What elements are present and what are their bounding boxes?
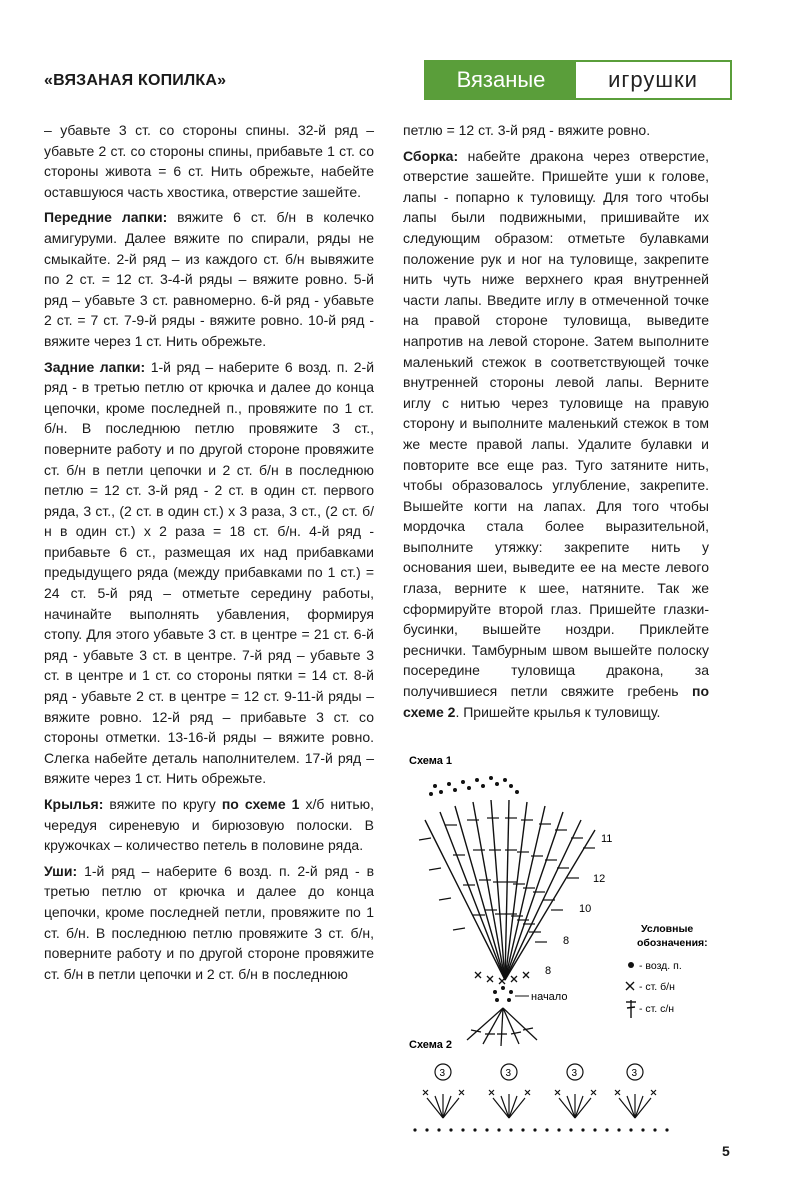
front-paws-label: Передние лапки: <box>44 209 168 226</box>
double-crochet-icon <box>626 1000 636 1018</box>
assembly-paragraph <box>403 146 709 723</box>
scheme1-lower-fan <box>467 1008 537 1046</box>
row-label-10: 10 <box>579 903 592 915</box>
front-paws-text: вяжите 6 ст. б/н в колечко амигуруми. Далее вяжите по спирали, ряды не смыкайте. 2-й ряд – из каждого ст. б/н вывяжите по 2 ст. = 12 ст. 3-4-й ряды – вяжите ровно. 5-й ряд – убавьте 3 ст. равномерно. 6-й ряд - убавьте 2 ст. = 7 ст. 7-9-й ряды - вяжите ровно. 10-й ряд - вяжите через 1 ст. Нить обрежьте. <box>44 209 374 349</box>
right-column <box>403 120 709 727</box>
scheme1-chain-dots <box>429 776 519 796</box>
motif-circle-number: 3 <box>571 1068 578 1079</box>
row-label-8b: 8 <box>545 965 552 977</box>
motif-circle-number: 3 <box>631 1068 638 1079</box>
section-banner-left: Вязаные <box>426 62 576 98</box>
single-crochet-icon <box>626 982 634 990</box>
page-number: 5 <box>722 1143 730 1159</box>
scheme1-title: Схема 1 <box>409 755 453 767</box>
scheme2-motif <box>423 1064 464 1118</box>
row-label-11: 11 <box>601 833 613 845</box>
back-paws-paragraph <box>44 357 374 789</box>
right-intro: петлю = 12 ст. 3-й ряд - вяжите ровно. <box>403 122 651 138</box>
chain-stitch-icon <box>628 962 634 968</box>
wings-text-a: вяжите по кругу <box>109 796 216 812</box>
legend-title-2: обозначения: <box>637 937 708 949</box>
scheme2-chart <box>413 1064 668 1132</box>
wings-paragraph <box>44 794 374 856</box>
ears-label: Уши: <box>44 862 78 879</box>
crochet-diagram <box>405 750 735 1140</box>
ears-paragraph <box>44 861 374 985</box>
scheme1-ring <box>493 986 513 1002</box>
section-banner-right: игрушки <box>608 67 698 92</box>
scheme1-chart <box>419 800 595 980</box>
assembly-text-a: набейте дракона через отверстие, отверстие зашейте. Пришейте уши к голове, лапы - попарно к туловищу. Для того чтобы лапы были подвижными, пришивайте их следующим образом: отметьте булавками положение рук и ног на туловище, закрепите нить чуть ниже верхнего края внутренней части лапы. Введите иглу в отмеченной точке на правой стороне туловища, выведите напротив на левой стороне. Затем выполните маленький стежок в соответствующей точке внутренней стороны левой лапы. Верните иглу с нитью через туловище на правую сторону и выполните маленький стежок в том же месте правой лапы. Удалите булавки и повторите все еще раз. Туго затяните нить, чтобы образовалось углубление, закрепите. Вышейте когти на лапах. Для того чтобы мордочка стала более выразительной, выполните утяжку: закрепите нить у основания шеи, выведите ее на месте левого глаза, верните к шее, натяните. Так же сформируйте второй глаз. Пришейте глазки-бусинки, вышейте ноздри. Приклейте реснички. Тамбурным швом вышейте полоску посередине туловища дракона, за получившиеся петли свяжите гребень <box>403 147 710 700</box>
start-label: начало <box>531 991 568 1003</box>
back-paws-label: Задние лапки: <box>44 358 146 375</box>
scheme2-motif <box>615 1064 656 1118</box>
row-label-12: 12 <box>593 873 606 885</box>
assembly-label: Сборка: <box>403 147 459 164</box>
legend-title-1: Условные <box>641 923 694 935</box>
back-paws-text: 1-й ряд – наберите 6 возд. п. 2-й ряд - в третью петлю от крючка и далее до конца цепочки, кроме последней п., провяжите по 1 ст. б/н. В последнюю петлю провяжите 3 ст., поверните работу и по другой стороне провяжите ст. б/н в петли цепочки и 2 ст. б/н в последнюю петлю = 12 ст. 3-й ряд - 2 ст. в один ст. первого ряда, 3 ст., (2 ст. в один ст.) х 3 раза, 3 ст., (2 ст. б/н в один ст.) х 2 раза = 18 ст. б/н. 4-й ряд - прибавьте 6 ст., размещая их над прибавками предыдущего ряда (между прибавками по 1 ст.) = 24 ст. 5-й ряд – отметьте середину работы, начинайте выполнять убавления, формируя стопу. Для этого убавьте 3 ст. в центре = 21 ст. 6-й ряд - убавьте 3 ст. в центре. 7-й ряд – убавьте 3 ст. в центре и 1 ст. со стороны пятки = 14 ст. 8-й ряд - убавьте 2 ст. в центре = 12 ст. 9-11-й ряды – вяжите ровно. 12-й ряд – прибавьте 3 ст. со стороны отметки. 13-16-й ряды – вяжите ровно. Слегка набейте деталь наполнителем. 17-й ряд – вяжите через 1 ст. Нить обрежьте. <box>44 358 375 787</box>
row-label-8a: 8 <box>563 935 570 947</box>
motif-circle-number: 3 <box>505 1068 512 1079</box>
legend-dc: - ст. с/н <box>639 1003 675 1015</box>
legend-sc: - ст. б/н <box>639 981 675 993</box>
motif-circle-number: 3 <box>439 1068 446 1079</box>
left-column <box>44 120 374 989</box>
section-banner <box>424 60 732 100</box>
wings-label: Крылья: <box>44 796 104 812</box>
legend <box>626 923 708 1018</box>
ears-text: 1-й ряд – наберите 6 возд. п. 2-й ряд - в третью петлю от крючка и далее до конца цепочки, кроме последней петли, провяжите по 1 ст. б/н. В последнюю петлю провяжите 3 ст. б/н, поверните работу и по другой стороне провяжите ст. б/н в петли цепочки и 2 ст. б/н в последнюю <box>44 862 375 982</box>
scheme2-title: Схема 2 <box>409 1039 453 1051</box>
wings-text-b: х/б нитью, чередуя сиреневую и бирюзовую полоски. В кружочках – количество петель в половине ряда. <box>44 796 375 854</box>
scheme2-motif <box>555 1064 596 1118</box>
assembly-text-b: . Пришейте крылья к туловищу. <box>455 703 661 720</box>
legend-chain: - возд. п. <box>639 960 682 972</box>
left-intro: – убавьте 3 ст. со стороны спины. 32-й ряд – убавьте 2 ст. со стороны спины, прибавьте 1 ст. со стороны живота = 6 ст. Нить обрежьте, набейте оставшуюся часть хвостика, отверстие зашейте. <box>44 122 374 200</box>
assembly-scheme-ref: по схеме 2 <box>403 683 709 720</box>
scheme2-motif <box>489 1064 530 1118</box>
wings-scheme-ref: по схеме 1 <box>221 796 300 812</box>
front-paws-paragraph <box>44 207 374 351</box>
article-title: «ВЯЗАНАЯ КОПИЛКА» <box>44 72 227 89</box>
scheme2-chain-dots <box>413 1128 668 1131</box>
